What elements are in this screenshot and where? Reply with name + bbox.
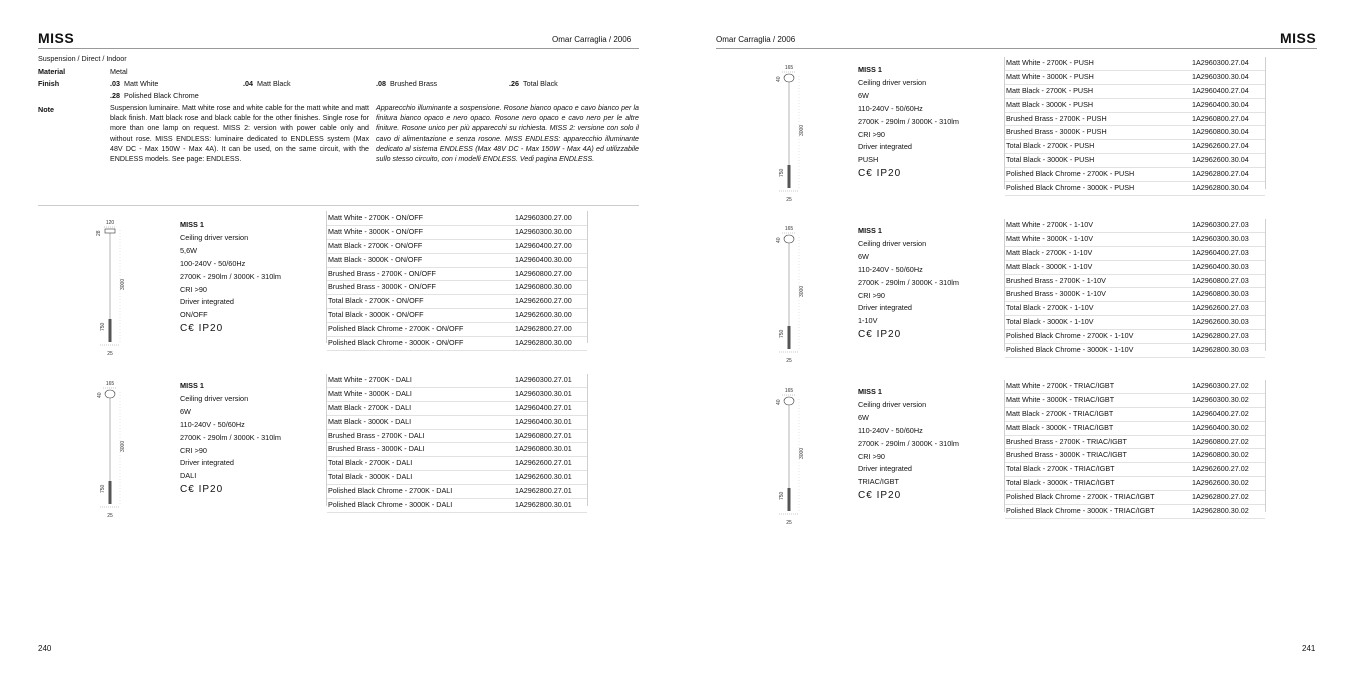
- table-row: Matt White - 2700K - 1-10V 1A2960300.27.03: [1005, 219, 1265, 233]
- table-row: Matt Black - 3000K - PUSH 1A2960400.30.04: [1005, 99, 1265, 113]
- product-spec: [180, 380, 281, 497]
- table-row: Polished Black Chrome - 3000K - DALI 1A2962800.30.01: [327, 499, 587, 513]
- svg-text:120: 120: [105, 220, 115, 226]
- table-row: Brushed Brass - 3000K - TRIAC/IGBT 1A2960800.30.02: [1005, 449, 1265, 463]
- code-table: [327, 374, 587, 513]
- finish-item: .26 Total Black: [509, 79, 558, 88]
- svg-text:3000: 3000: [120, 278, 126, 290]
- spec-line: 110-240V - 50/60Hz: [858, 264, 923, 274]
- product-name: MISS 1: [180, 381, 204, 390]
- ce-ip-mark: C€ IP20: [858, 168, 902, 180]
- svg-text:165: 165: [784, 65, 794, 71]
- spec-line: 6W: [858, 90, 869, 100]
- svg-text:3000: 3000: [799, 285, 805, 297]
- spec-line: PUSH: [858, 155, 879, 165]
- material-value: Metal: [110, 67, 128, 76]
- table-row: Brushed Brass - 3000K - PUSH 1A2960800.30.04: [1005, 126, 1265, 140]
- spec-line: 6W: [858, 412, 869, 422]
- product-name: MISS 1: [858, 387, 882, 396]
- svg-text:165: 165: [784, 388, 794, 394]
- spec-line: DALI: [180, 471, 197, 481]
- table-row: Matt Black - 2700K - PUSH 1A2960400.27.04: [1005, 85, 1265, 99]
- spec-line: 2700K - 290lm / 3000K - 310lm: [180, 271, 281, 281]
- spec-line: 2700K - 290lm / 3000K - 310lm: [858, 277, 959, 287]
- finish-item: .03 Matt White: [110, 79, 159, 88]
- svg-text:25: 25: [786, 520, 792, 526]
- table-row: Brushed Brass - 3000K - 1-10V 1A2960800.30.03: [1005, 288, 1265, 302]
- product-drawing: [759, 383, 819, 534]
- note-italian: Apparecchio illuminante a sospensione. Rosone bianco opaco e cavo bianco per la finitura bianco opaco e nero opaco. Rosone nero opaco e cavo nero per le altre finiture. Rosone unico per più apparecchi su richiesta. MISS 2: versione con solo il cavo di alimentazione e senza rosone. MISS ENDLESS: apparecchio illuminante dedicato al sistema ENDLESS (Max 48V DC - Max 150W - Max 4A) ed utilizzabile sullo stesso circuito, con i modelli ENDLESS. Vedi pagina ENDLESS.: [376, 104, 639, 164]
- table-row: Brushed Brass - 2700K - DALI 1A2960800.27.01: [327, 430, 587, 444]
- table-row: Matt White - 3000K - PUSH 1A2960300.30.04: [1005, 71, 1265, 85]
- code-table: [1005, 380, 1265, 519]
- table-row: Matt White - 3000K - 1-10V 1A2960300.30.03: [1005, 233, 1265, 247]
- table-row: Matt White - 3000K - DALI 1A2960300.30.01: [327, 388, 587, 402]
- spec-line: Driver integrated: [180, 458, 234, 468]
- table-row: Total Black - 3000K - PUSH 1A2962600.30.04: [1005, 154, 1265, 168]
- product-drawing: [80, 376, 140, 527]
- table-row: Polished Black Chrome - 2700K - ON/OFF 1A2962800.27.00: [327, 323, 587, 337]
- product-drawing: [759, 221, 819, 372]
- spec-line: Ceiling driver version: [858, 77, 927, 87]
- spec-line: 110-240V - 50/60Hz: [180, 419, 245, 429]
- spec-line: Ceiling driver version: [180, 232, 249, 242]
- spec-line: Driver integrated: [180, 297, 234, 307]
- header-rule-right: [716, 48, 1317, 49]
- table-row: Polished Black Chrome - 2700K - PUSH 1A2962800.27.04: [1005, 168, 1265, 182]
- spec-line: Ceiling driver version: [180, 393, 249, 403]
- svg-text:25: 25: [786, 197, 792, 203]
- table-row: Polished Black Chrome - 2700K - 1-10V 1A2962800.27.03: [1005, 330, 1265, 344]
- table-row: Matt Black - 2700K - 1-10V 1A2960400.27.03: [1005, 247, 1265, 261]
- spec-line: 110-240V - 50/60Hz: [858, 425, 923, 435]
- spec-line: 110-240V - 50/60Hz: [858, 103, 923, 113]
- ce-ip-mark: C€ IP20: [858, 490, 902, 502]
- table-row: Polished Black Chrome - 3000K - TRIAC/IGBT 1A2962800.30.02: [1005, 505, 1265, 519]
- table-row: Polished Black Chrome - 2700K - TRIAC/IGBT 1A2962800.27.02: [1005, 491, 1265, 505]
- svg-text:25: 25: [107, 351, 113, 357]
- svg-text:40: 40: [776, 399, 782, 405]
- table-row: Matt Black - 3000K - DALI 1A2960400.30.01: [327, 416, 587, 430]
- spec-line: CRI >90: [180, 284, 207, 294]
- table-row: Total Black - 3000K - 1-10V 1A2962600.30.03: [1005, 316, 1265, 330]
- table-divider: [1265, 219, 1266, 351]
- table-row: Matt White - 2700K - DALI 1A2960300.27.01: [327, 374, 587, 388]
- product-name: MISS 1: [858, 65, 882, 74]
- product-spec: [858, 225, 959, 342]
- table-row: Brushed Brass - 2700K - ON/OFF 1A2960800.27.00: [327, 268, 587, 282]
- header-rule-left: [38, 48, 639, 49]
- table-row: Matt Black - 3000K - ON/OFF 1A2960400.30.00: [327, 254, 587, 268]
- svg-text:3000: 3000: [799, 447, 805, 459]
- spec-line: TRIAC/IGBT: [858, 477, 899, 487]
- spec-line: 100-240V - 50/60Hz: [180, 258, 246, 268]
- svg-text:750: 750: [100, 484, 106, 493]
- finish-item: .04 Matt Black: [243, 79, 291, 88]
- note-english: Suspension luminaire. Matt white rose and white cable for the matt white and matt black finish. Matt black rose and black cable for the other finishes. Single rose for more than one lamp on request. MISS 2: version with power cable only and without rose. MISS ENDLESS: luminaire dedicated to ENDLESS system (Max 48V DC - Max 150W - Max 4A). It can be used, on the same circuit, with the ENDLESS models. See page: ENDLESS.: [110, 104, 369, 164]
- finish-item: .08 Brushed Brass: [376, 79, 438, 88]
- table-row: Matt White - 3000K - ON/OFF 1A2960300.30.00: [327, 226, 587, 240]
- table-row: Total Black - 3000K - DALI 1A2962600.30.01: [327, 471, 587, 485]
- page-title-left: MISS: [38, 30, 75, 46]
- finish-label: Finish: [38, 79, 60, 88]
- ce-ip-mark: C€ IP20: [180, 484, 224, 496]
- finish-item: .28 Polished Black Chrome: [110, 91, 199, 100]
- table-row: Matt Black - 3000K - TRIAC/IGBT 1A2960400.30.02: [1005, 422, 1265, 436]
- code-table: [1005, 57, 1265, 196]
- svg-text:750: 750: [100, 322, 106, 331]
- section-rule: [38, 205, 639, 206]
- spec-line: CRI >90: [858, 451, 885, 461]
- table-divider: [587, 374, 588, 506]
- table-row: Polished Black Chrome - 3000K - 1-10V 1A2962800.30.03: [1005, 344, 1265, 358]
- table-row: Brushed Brass - 2700K - TRIAC/IGBT 1A2960800.27.02: [1005, 436, 1265, 450]
- table-row: Matt White - 2700K - TRIAC/IGBT 1A2960300.27.02: [1005, 380, 1265, 394]
- spec-line: ON/OFF: [180, 310, 208, 320]
- table-row: Polished Black Chrome - 3000K - PUSH 1A2962800.30.04: [1005, 182, 1265, 196]
- spec-line: 1-10V: [858, 316, 878, 326]
- spec-line: 2700K - 290lm / 3000K - 310lm: [858, 116, 959, 126]
- svg-text:750: 750: [779, 491, 785, 500]
- svg-text:3000: 3000: [799, 124, 805, 136]
- ce-ip-mark: C€ IP20: [180, 323, 224, 335]
- page-number-right: 241: [1302, 644, 1316, 653]
- table-row: Total Black - 3000K - ON/OFF 1A2962600.30.00: [327, 309, 587, 323]
- table-row: Total Black - 2700K - 1-10V 1A2962600.27.03: [1005, 302, 1265, 316]
- table-row: Total Black - 3000K - TRIAC/IGBT 1A2962600.30.02: [1005, 477, 1265, 491]
- table-row: Matt Black - 3000K - 1-10V 1A2960400.30.03: [1005, 261, 1265, 275]
- svg-text:40: 40: [776, 76, 782, 82]
- svg-text:3000: 3000: [120, 440, 126, 452]
- table-row: Total Black - 2700K - TRIAC/IGBT 1A2962600.27.02: [1005, 463, 1265, 477]
- table-row: Matt White - 2700K - PUSH 1A2960300.27.04: [1005, 57, 1265, 71]
- table-divider: [1265, 380, 1266, 512]
- table-divider: [1265, 57, 1266, 189]
- svg-text:40: 40: [97, 392, 103, 398]
- table-row: Matt White - 3000K - TRIAC/IGBT 1A2960300.30.02: [1005, 394, 1265, 408]
- page-number-left: 240: [38, 644, 52, 653]
- svg-text:165: 165: [105, 381, 115, 387]
- product-name: MISS 1: [858, 226, 882, 235]
- table-row: Matt Black - 2700K - DALI 1A2960400.27.01: [327, 402, 587, 416]
- table-row: Brushed Brass - 2700K - 1-10V 1A2960800.27.03: [1005, 275, 1265, 289]
- svg-text:25: 25: [107, 513, 113, 519]
- spec-line: CRI >90: [180, 445, 207, 455]
- spec-line: Driver integrated: [858, 464, 912, 474]
- table-row: Brushed Brass - 3000K - DALI 1A2960800.30.01: [327, 443, 587, 457]
- spec-line: 5,6W: [180, 245, 198, 255]
- table-row: Matt Black - 2700K - ON/OFF 1A2960400.27.00: [327, 240, 587, 254]
- spec-line: Driver integrated: [858, 142, 912, 152]
- material-label: Material: [38, 67, 66, 76]
- svg-text:28: 28: [96, 230, 102, 236]
- code-table: [1005, 219, 1265, 358]
- product-drawing: [80, 214, 140, 365]
- spec-line: Ceiling driver version: [858, 399, 927, 409]
- code-table: [327, 212, 587, 351]
- category-text: Suspension / Direct / Indoor: [38, 54, 127, 63]
- svg-text:750: 750: [779, 329, 785, 338]
- spec-line: CRI >90: [858, 129, 885, 139]
- table-row: Brushed Brass - 2700K - PUSH 1A2960800.27.04: [1005, 113, 1265, 127]
- spec-line: 6W: [858, 251, 869, 261]
- svg-text:165: 165: [784, 226, 794, 232]
- svg-text:25: 25: [786, 358, 792, 364]
- note-label: Note: [38, 105, 54, 114]
- product-drawing: [759, 60, 819, 211]
- table-row: Total Black - 2700K - DALI 1A2962600.27.01: [327, 457, 587, 471]
- product-spec: [180, 219, 281, 336]
- svg-text:750: 750: [779, 168, 785, 177]
- product-name: MISS 1: [180, 220, 204, 229]
- table-row: Brushed Brass - 3000K - ON/OFF 1A2960800.30.00: [327, 281, 587, 295]
- product-spec: [858, 386, 959, 503]
- spec-line: 6W: [180, 406, 191, 416]
- table-row: Total Black - 2700K - ON/OFF 1A2962600.27.00: [327, 295, 587, 309]
- spec-line: CRI >90: [858, 290, 885, 300]
- spec-line: Driver integrated: [858, 303, 912, 313]
- ce-ip-mark: C€ IP20: [858, 329, 902, 341]
- spec-line: 2700K - 290lm / 3000K - 310lm: [858, 438, 959, 448]
- page-title-right: MISS: [1280, 30, 1317, 46]
- spec-line: Ceiling driver version: [858, 238, 927, 248]
- table-row: Matt Black - 2700K - TRIAC/IGBT 1A2960400.27.02: [1005, 408, 1265, 422]
- product-spec: [858, 64, 959, 181]
- table-row: Polished Black Chrome - 3000K - ON/OFF 1A2962800.30.00: [327, 337, 587, 351]
- designer-credit-right: Omar Carraglia / 2006: [716, 35, 796, 44]
- designer-credit-left: Omar Carraglia / 2006: [552, 35, 632, 44]
- table-row: Matt White - 2700K - ON/OFF 1A2960300.27.00: [327, 212, 587, 226]
- svg-text:40: 40: [776, 237, 782, 243]
- table-row: Total Black - 2700K - PUSH 1A2962600.27.04: [1005, 140, 1265, 154]
- spec-line: 2700K - 290lm / 3000K - 310lm: [180, 432, 281, 442]
- table-divider: [587, 211, 588, 343]
- table-row: Polished Black Chrome - 2700K - DALI 1A2962800.27.01: [327, 485, 587, 499]
